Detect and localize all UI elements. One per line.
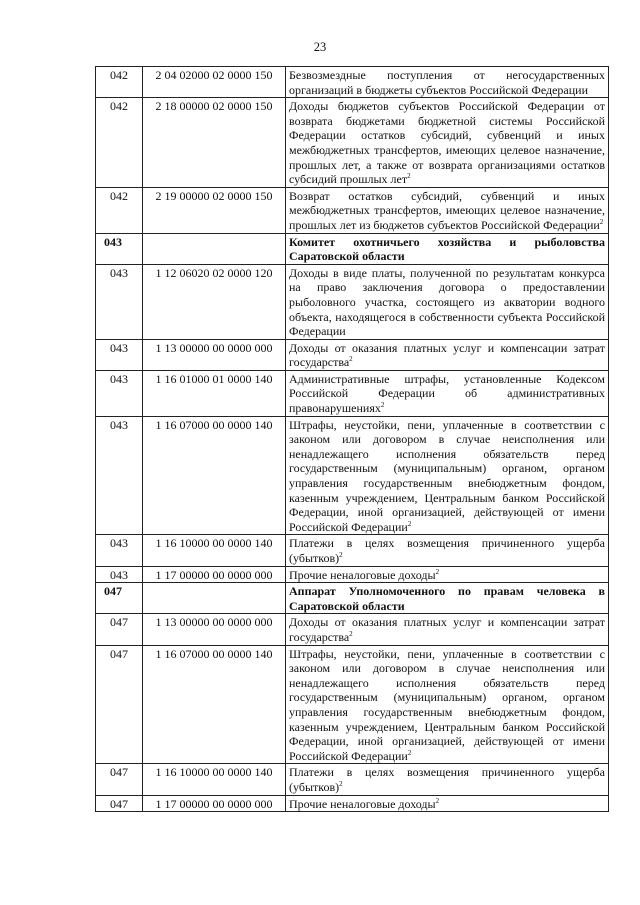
budget-code-cell: 1 13 00000 00 0000 000 (143, 339, 286, 370)
table-row (96, 98, 609, 188)
agency-name-cell (286, 583, 609, 614)
admin-code-cell: 047 (96, 764, 143, 795)
admin-code-cell: 043 (96, 264, 143, 339)
revenue-name-text: Платежи в целях возмещения причиненного ущерба (убытков) (289, 765, 605, 794)
revenue-name-text: Аппарат Уполномоченного по правам человека в Саратовской области (289, 584, 605, 613)
table-row (96, 187, 609, 233)
revenue-name-cell (286, 370, 609, 416)
revenue-name-text: Штрафы, неустойки, пени, уплаченные в соответствии с законом или договором в случае неисполнения или ненадлежащего исполнения обязательств перед государственным (муниципальным) органом, органом управления государственным внебюджетным фондом, казенным учреждением, Центральным банком Российской Федерации, иной организацией, действующей от имени Российской Федерации (289, 646, 605, 763)
revenue-name-cell (286, 795, 609, 812)
table-row (96, 764, 609, 795)
revenue-name-text: Доходы бюджетов субъектов Российской Федерации от возврата бюджетами бюджетной системы Российской Федерации остатков субсидий, субвенций и иных межбюджетных трансфертов, имеющих целевое назначение, прошлых лет, а также от возврата организациями остатков субсидий прошлых лет (289, 99, 605, 187)
table-row (96, 370, 609, 416)
admin-code-cell: 043 (96, 339, 143, 370)
table-row (96, 416, 609, 535)
admin-code-cell: 047 (96, 583, 143, 614)
admin-code-cell: 043 (96, 535, 143, 566)
page-number: 23 (313, 40, 327, 54)
admin-code-cell: 047 (96, 795, 143, 812)
section-header-row (96, 583, 609, 614)
footnote-marker: 2 (407, 748, 412, 757)
budget-code-cell (143, 233, 286, 264)
revenue-name-cell (286, 614, 609, 645)
admin-code-cell: 043 (96, 233, 143, 264)
revenue-name-cell (286, 566, 609, 583)
footnote-marker: 2 (407, 519, 412, 528)
admin-code-cell: 047 (96, 645, 143, 764)
budget-code-cell: 1 16 07000 00 0000 140 (143, 645, 286, 764)
budget-code-cell: 2 18 00000 02 0000 150 (143, 98, 286, 188)
revenue-classification-table (95, 66, 609, 812)
footnote-marker: 2 (380, 401, 385, 410)
revenue-name-text: Доходы от оказания платных услуг и компенсации затрат государства (289, 340, 605, 370)
table-row (96, 67, 609, 98)
revenue-name-cell (286, 416, 609, 535)
budget-code-cell: 1 17 00000 00 0000 000 (143, 566, 286, 583)
budget-code-cell: 1 16 10000 00 0000 140 (143, 535, 286, 566)
footnote-marker: 2 (435, 796, 440, 805)
admin-code-cell: 042 (96, 67, 143, 98)
revenue-name-cell (286, 98, 609, 188)
table-row (96, 566, 609, 583)
revenue-name-cell (286, 645, 609, 764)
revenue-name-cell (286, 535, 609, 566)
budget-code-cell: 1 16 10000 00 0000 140 (143, 764, 286, 795)
admin-code-cell: 042 (96, 98, 143, 188)
footnote-marker: 2 (339, 779, 343, 788)
revenue-name-text: Доходы в виде платы, полученной по результатам конкурса на право заключения договора о предоставлении рыболовного участка, состоящего из акватории водного объекта, находящегося в собственности субъекта Российской Федерации (289, 265, 605, 339)
admin-code-cell: 042 (96, 187, 143, 233)
admin-code-cell: 043 (96, 416, 143, 535)
revenue-name-cell (286, 264, 609, 339)
table-row (96, 535, 609, 566)
revenue-name-text: Возврат остатков субсидий, субвенций и иных межбюджетных трансфертов, имеющих целевое назначение, прошлых лет из бюджетов субъектов Российской Федерации (289, 188, 605, 232)
budget-code-cell: 1 16 07000 00 0000 140 (143, 416, 286, 535)
table-row (96, 795, 609, 812)
revenue-name-text: Комитет охотничьего хозяйства и рыболовства Саратовской области (289, 234, 605, 264)
budget-code-cell: 2 04 02000 02 0000 150 (143, 67, 286, 98)
table-body (96, 67, 609, 812)
revenue-name-text: Прочие неналоговые доходы (289, 567, 436, 582)
revenue-name-text: Административные штрафы, установленные Кодексом Российской Федерации об административных правонарушениях (289, 371, 605, 416)
table-row (96, 339, 609, 370)
revenue-name-cell (286, 339, 609, 370)
budget-code-cell: 2 19 00000 02 0000 150 (143, 187, 286, 233)
revenue-name-cell (286, 187, 609, 233)
admin-code-cell: 043 (96, 370, 143, 416)
footnote-marker: 2 (435, 567, 440, 576)
footnote-marker: 2 (407, 172, 411, 181)
revenue-name-text: Штрафы, неустойки, пени, уплаченные в соответствии с законом или договором в случае неисполнения или ненадлежащего исполнения обязательств перед государственным (муниципальным) органом, органом управления государственным внебюджетным фондом, казенным учреждением, Центральным банком Российской Федерации, иной организацией, действующей от имени Российской Федерации (289, 417, 605, 534)
footnote-marker: 2 (599, 217, 604, 226)
admin-code-cell: 043 (96, 566, 143, 583)
budget-code-cell: 1 16 01000 01 0000 140 (143, 370, 286, 416)
budget-code-cell: 1 12 06020 02 0000 120 (143, 264, 286, 339)
revenue-name-cell (286, 764, 609, 795)
agency-name-cell (286, 233, 609, 264)
revenue-name-text: Прочие неналоговые доходы (289, 796, 436, 811)
budget-code-cell: 1 17 00000 00 0000 000 (143, 795, 286, 812)
table-row (96, 645, 609, 764)
budget-code-cell (143, 583, 286, 614)
revenue-name-text: Безвозмездные поступления от негосударственных организаций в бюджеты субъектов Российской Федерации (289, 68, 605, 97)
section-header-row (96, 233, 609, 264)
admin-code-cell: 047 (96, 614, 143, 645)
table-row (96, 264, 609, 339)
footnote-marker: 2 (349, 629, 353, 638)
footnote-marker: 2 (339, 551, 343, 559)
revenue-name-text: Доходы от оказания платных услуг и компенсации затрат государства (289, 615, 605, 644)
footnote-marker: 2 (349, 355, 353, 364)
budget-code-cell: 1 13 00000 00 0000 000 (143, 614, 286, 645)
revenue-name-cell (286, 67, 609, 98)
table-row (96, 614, 609, 645)
revenue-name-text: Платежи в целях возмещения причиненного ущерба (убытков) (289, 536, 605, 565)
